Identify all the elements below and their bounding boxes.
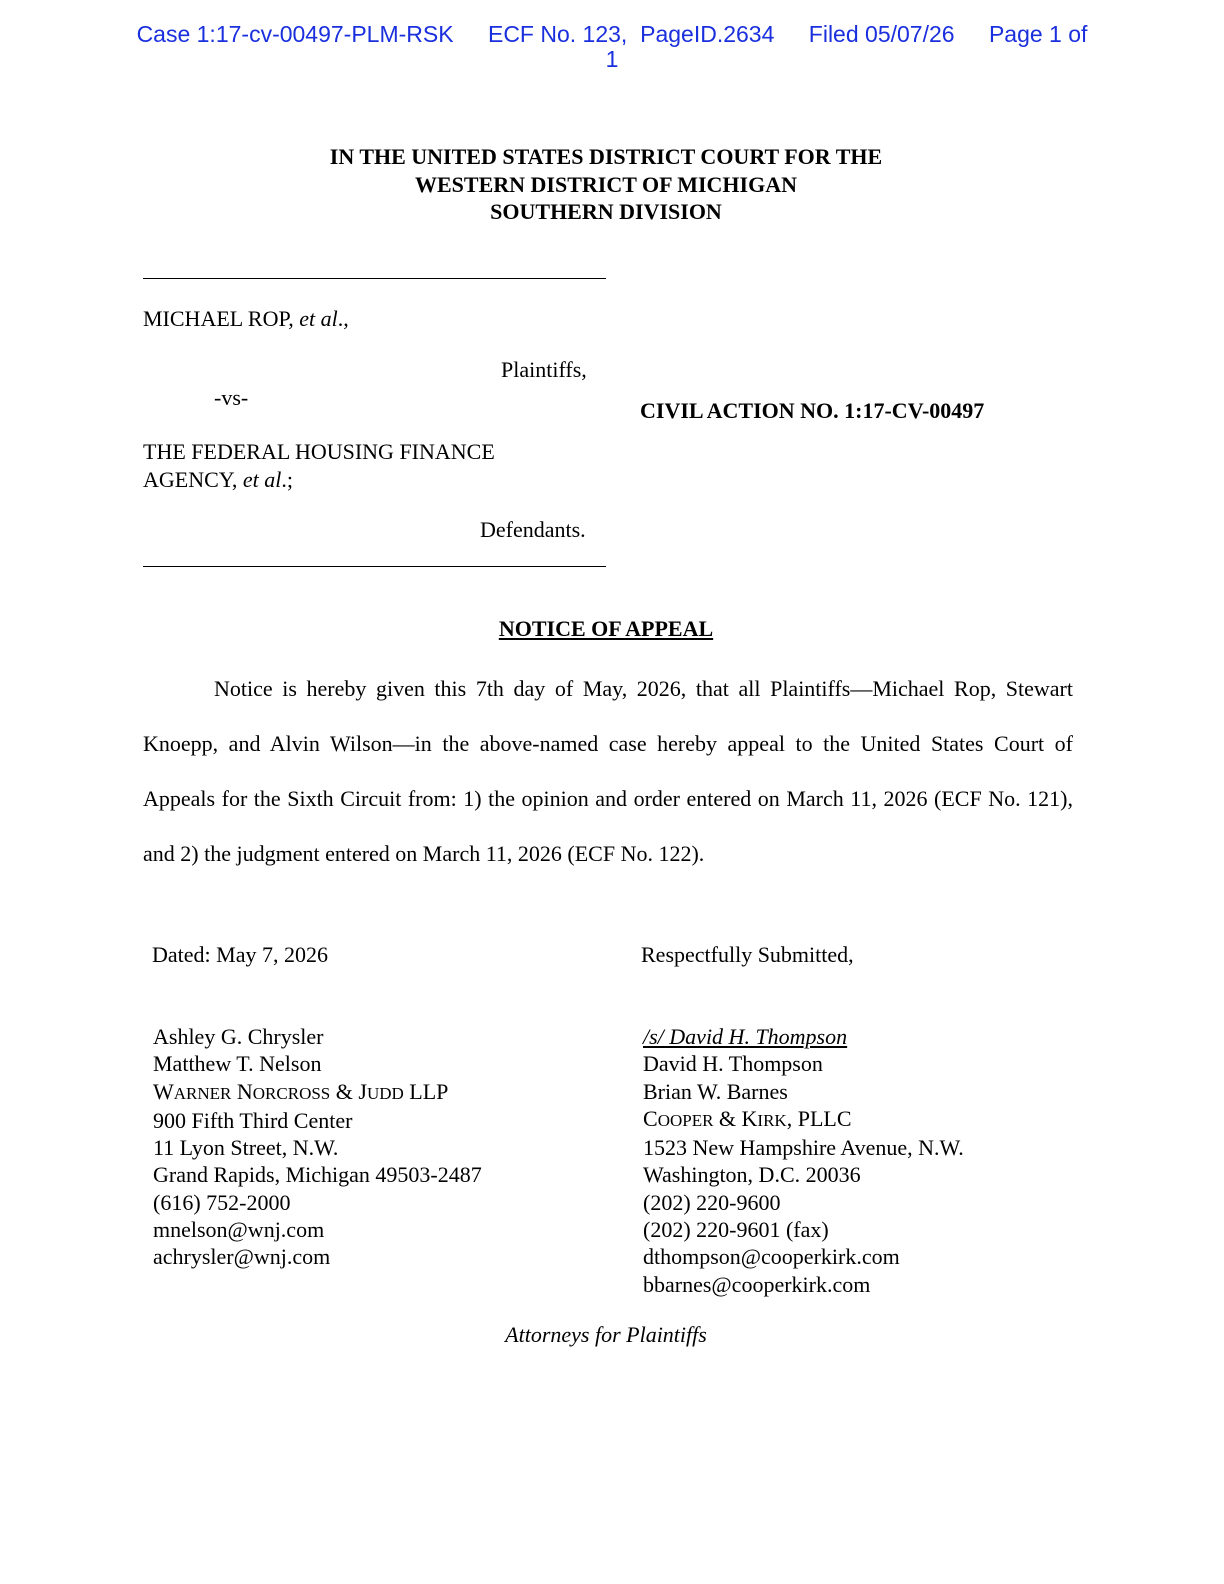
attorneys-for-plaintiffs: Attorneys for Plaintiffs [505, 1322, 707, 1347]
law-firm-name: WARNER NORCROSS & JUDD LLP [153, 1078, 449, 1104]
defendants-label: Defendants. [480, 517, 586, 542]
counsel-name: Brian W. Barnes [643, 1078, 788, 1104]
address-line: 900 Fifth Third Center [153, 1107, 353, 1133]
counsel-name: Ashley G. Chrysler [153, 1024, 324, 1049]
versus-label: -vs- [214, 385, 249, 410]
court-line-1: IN THE UNITED STATES DISTRICT COURT FOR THE [329, 144, 883, 169]
respectfully-submitted: Respectfully Submitted, [641, 942, 854, 967]
phone-number: (616) 752-2000 [153, 1189, 291, 1215]
local-counsel-block [153, 1023, 482, 1271]
dated-line: Dated: May 7, 2026 [152, 942, 328, 967]
phone-number: (202) 220-9600 [643, 1189, 781, 1215]
plaintiffs-label: Plaintiffs, [501, 357, 587, 382]
lead-counsel-block [643, 1023, 964, 1298]
ecf-header-stamp [0, 22, 1224, 72]
filed-date: Filed 05/07/26 [808, 21, 955, 47]
fax-number: (202) 220-9601 (fax) [643, 1217, 829, 1243]
page-total: 1 [605, 46, 619, 72]
defendant-name-line-1: THE FEDERAL HOUSING FINANCE [143, 439, 495, 464]
email-address: mnelson@wnj.com [153, 1217, 325, 1243]
case-number: Case 1:17-cv-00497-PLM-RSK [136, 21, 454, 47]
caption-bottom-rule [143, 566, 606, 567]
address-line: Grand Rapids, Michigan 49503-2487 [153, 1162, 482, 1188]
notice-title: NOTICE OF APPEAL [498, 616, 714, 641]
address-line: 11 Lyon Street, N.W. [153, 1135, 339, 1161]
caption-top-rule [143, 278, 606, 279]
email-address: bbarnes@cooperkirk.com [643, 1271, 871, 1297]
court-line-2: WESTERN DISTRICT OF MICHIGAN [414, 171, 797, 197]
plaintiff-name: MICHAEL ROP, et al., [143, 306, 349, 331]
counsel-name: David H. Thompson [643, 1051, 823, 1077]
address-line: Washington, D.C. 20036 [643, 1162, 861, 1188]
counsel-name: Matthew T. Nelson [153, 1051, 322, 1077]
address-line: 1523 New Hampshire Avenue, N.W. [643, 1135, 964, 1161]
defendant-name-line-2: AGENCY, et al.; [143, 467, 293, 492]
court-caption [0, 143, 1212, 226]
court-line-3: SOUTHERN DIVISION [490, 199, 722, 224]
email-address: achrysler@wnj.com [153, 1244, 331, 1270]
law-firm-name: COOPER & KIRK, PLLC [643, 1105, 852, 1131]
civil-action-number: CIVIL ACTION NO. 1:17-CV-00497 [640, 398, 985, 423]
email-address: dthompson@cooperkirk.com [643, 1244, 900, 1270]
page-count: Page 1 of [988, 21, 1088, 47]
notice-body-text: Notice is hereby given this 7th day of May, 2026, that all Plaintiffs—Michael Rop, Stewart Knoepp, and Alvin Wilson—in the above-named case hereby appeal to the United States Court of Appeals for the Sixth Circuit from: 1) the opinion and order entered on March 11, 2026 (ECF No. 121), and 2) the judgment entered on March 11, 2026 (ECF No. 122). [143, 676, 1073, 866]
notice-body [143, 661, 1073, 881]
ecf-number: ECF No. 123, PageID.2634 [487, 21, 775, 47]
electronic-signature: /s/ David H. Thompson [643, 1024, 848, 1049]
